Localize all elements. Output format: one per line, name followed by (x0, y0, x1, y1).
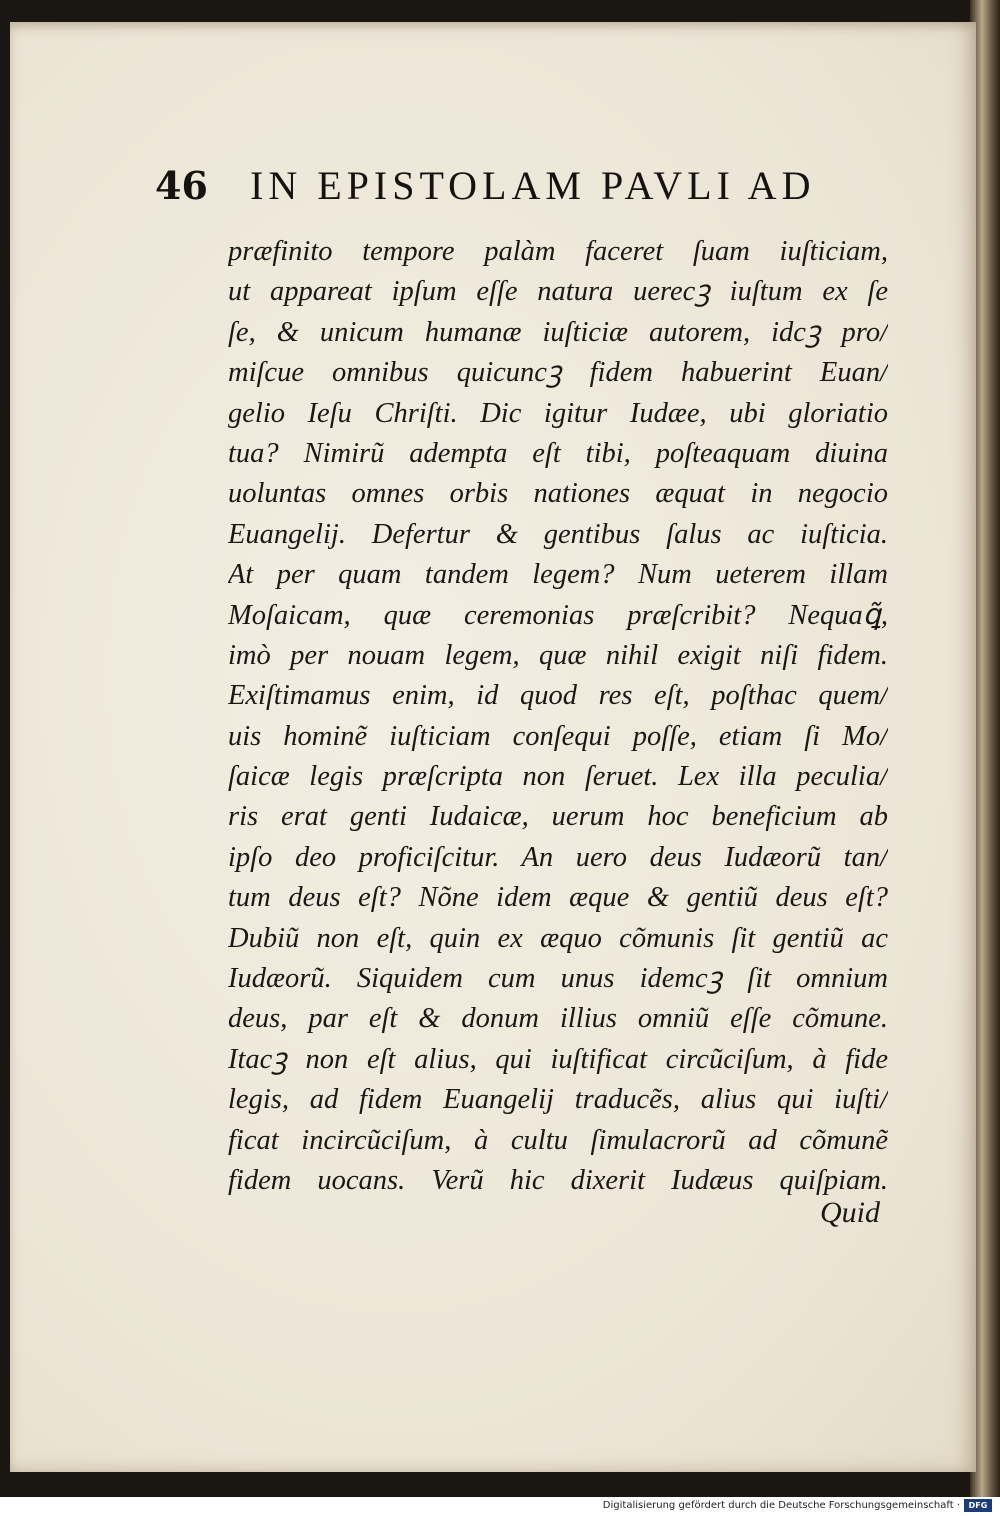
text-line: uoluntas omnes orbis nationes æquat in negocio (228, 478, 888, 510)
page-number: 46 (155, 163, 208, 208)
text-line: Dubiũ non eſt, quin ex æquo cõmunis ſit gentiũ ac (228, 922, 888, 954)
text-line: Iudæorũ. Siquidem cum unus idemcꝫ ſit omnium (228, 963, 888, 995)
text-line: tua? Nimirũ adempta eſt tibi, poſteaquam diuina (228, 437, 888, 469)
text-line: ſe, & unicum humanæ iuſticiæ autorem, idcꝫ pro/ (228, 316, 888, 348)
text-line: fidem uocans. Verũ hic dixerit Iudæus quiſpiam. (228, 1164, 888, 1196)
running-head-title: IN EPISTOLAM PAVLI AD (250, 163, 816, 208)
text-line: ut appareat ipſum eſſe natura uerecꝫ iuſtum ex ſe (228, 276, 888, 308)
text-line: legis, ad fidem Euangelij traducẽs, alius qui iuſti/ (228, 1084, 888, 1116)
text-line: imò per nouam legem, quæ nihil exigit niſi fidem. (228, 639, 888, 671)
text-line: ipſo deo proficiſcitur. An uero deus Iudæorũ tan/ (228, 841, 888, 873)
text-line: gelio Ieſu Chriſti. Dic igitur Iudæe, ubi gloriatio (228, 397, 888, 429)
text-line: Itacꝫ non eſt alius, qui iuſtificat circũciſum, à fide (228, 1043, 888, 1075)
text-line: Moſaicam, quæ ceremonias præſcribit? Nequaꝗ̃, (228, 599, 888, 631)
dfg-logo: DFG (964, 1499, 992, 1512)
text-line: ſaicæ legis præſcripta non ſeruet. Lex illa peculia/ (228, 761, 888, 793)
text-line: At per quam tandem legem? Num ueterem illam (228, 559, 888, 591)
funding-credit: Digitalisierung gefördert durch die Deutsche Forschungsgemeinschaft · (602, 1500, 960, 1511)
catchword: Quid (820, 1196, 880, 1229)
text-line: Exiſtimamus enim, id quod res eſt, poſthac quem/ (228, 680, 888, 712)
running-head (155, 162, 885, 218)
text-line: ficat incircũciſum, à cultu ſimulacrorũ ad cõmunẽ (228, 1124, 888, 1156)
text-line: præfinito tempore palàm faceret ſuam iuſticiam, (228, 236, 888, 267)
body-text (228, 232, 888, 1201)
text-line: tum deus eſt? Nõne idem æque & gentiũ deus eſt? (228, 882, 888, 914)
text-line: ris erat genti Iudaicæ, uerum hoc beneficium ab (228, 801, 888, 833)
text-line: miſcue omnibus quicuncꝫ fidem habuerint Euan/ (228, 357, 888, 389)
text-line: Euangelij. Defertur & gentibus ſalus ac iuſticia. (228, 518, 888, 550)
text-line: deus, par eſt & donum illius omniũ eſſe cõmune. (228, 1003, 888, 1035)
text-line: uis hominẽ iuſticiam conſequi poſſe, etiam ſi Mo/ (228, 720, 888, 752)
